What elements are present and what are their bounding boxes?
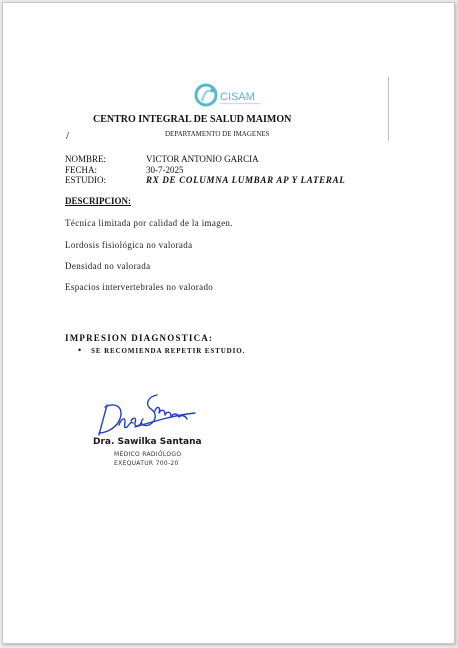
impression-list [78,345,245,355]
study-date: 30-7-2025 [146,165,184,175]
description-heading: DESCRIPCION: [65,196,132,206]
finding-line: Densidad no valorada [65,261,151,271]
date-label: FECHA: [65,165,98,175]
doctor-title: MÉDICO RADIÓLOGO [114,451,182,458]
department-name: DEPARTAMENTO DE IMAGENES [165,130,270,138]
center-name: CENTRO INTEGRAL DE SALUD MAIMON [93,114,292,125]
cisam-logo [193,81,265,111]
study-name: RX DE COLUMNA LUMBAR AP Y LATERAL [146,175,346,185]
name-label: NOMBRE: [65,154,107,164]
doctor-exequatur: EXEQUATUR 700-20 [114,460,179,467]
impression-heading: IMPRESION DIAGNOSTICA: [65,333,214,343]
study-label: ESTUDIO: [65,175,106,185]
doctor-name: Dra. Sawilka Santana [93,437,202,447]
finding-line: Técnica limitada por calidad de la imagen. [65,218,233,228]
handwritten-signature [95,391,199,439]
page-margin-divider [388,77,389,141]
patient-name: VICTOR ANTONIO GARCIA [146,154,259,164]
svg-text:CISAM: CISAM [220,91,255,103]
finding-line: Espacios intervertebrales no valorado [65,282,214,292]
impression-item: • SE RECOMIENDA REPETIR ESTUDIO. [78,345,245,355]
text-cursor: / [66,130,70,142]
document-page [2,2,455,644]
finding-line: Lordosis fisiológica no valorada [65,240,193,250]
